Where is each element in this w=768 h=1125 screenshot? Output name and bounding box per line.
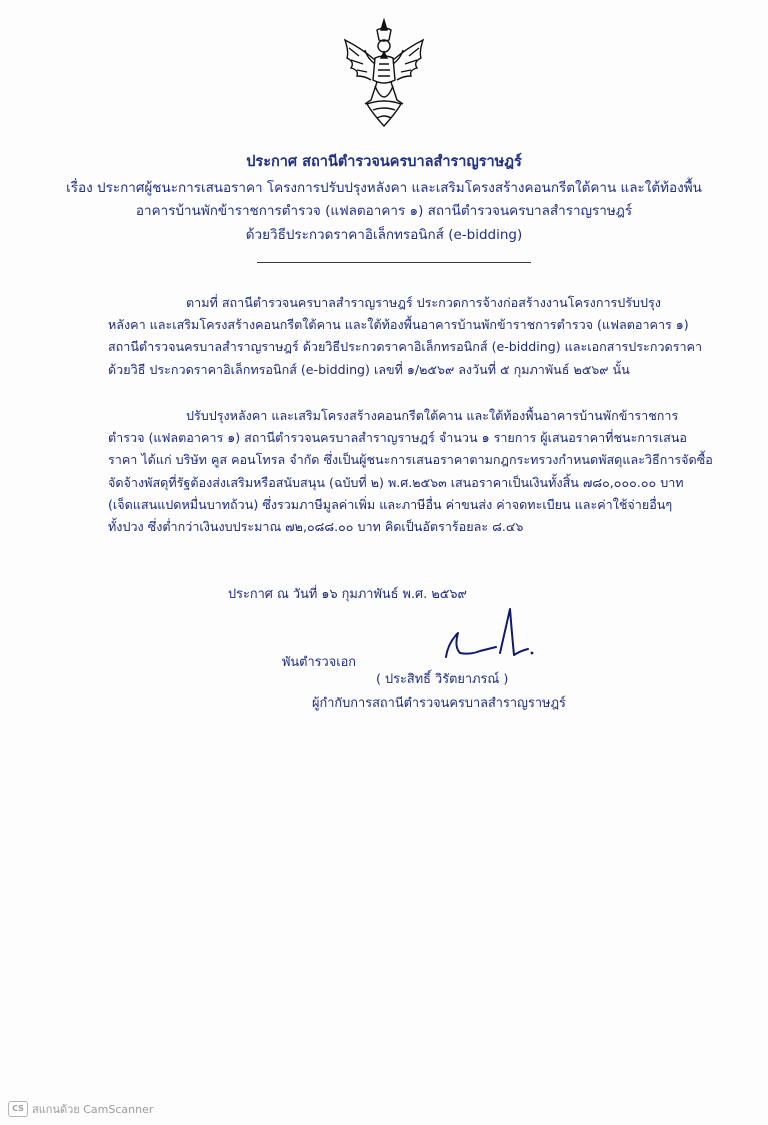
paragraph-1-line: สถานีตำรวจนครบาลสำราญราษฎร์ ด้วยวิธีประกวดราคาอิเล็กทรอนิกส์ (e-bidding) และเอกสารประกวดราคา [108,339,703,355]
camscanner-logo-icon: CS [8,1101,28,1117]
garuda-emblem-icon [337,18,431,130]
subject-line-3: ด้วยวิธีประกวดราคาอิเล็กทรอนิกส์ (e-bidding) [245,227,523,243]
paragraph-2-line: ตำรวจ (แฟลตอาคาร ๑) สถานีตำรวจนครบาลสำราญราษฎร์ จำนวน ๑ รายการ ผู้เสนอราคาที่ชนะการเสนอ [108,430,687,446]
paragraph-2 [108,405,713,538]
header-divider [257,262,531,263]
paragraph-2-line: ราคา ได้แก่ บริษัท คูส คอนโทรล จำกัด ซึ่งเป็นผู้ชนะการเสนอราคาตามกฎกระทรวงกำหนดพัสดุและวิธีการจัดซื้อ [108,452,713,468]
subject-line-2: อาคารบ้านพักข้าราชการตำรวจ (แฟลตอาคาร ๑) สถานีตำรวจนครบาลสำราญราษฎร์ [135,203,633,219]
announcement-date: ประกาศ ณ วันที่ ๑๖ กุมภาพันธ์ พ.ศ. ๒๕๖๙ [228,587,467,602]
signer-name: ( ประสิทธิ์ วิรัตยาภรณ์ ) [376,672,509,687]
paragraph-2-line: ทั้งปวง ซึ่งต่ำกว่าเงินงบประมาณ ๗๒,๐๘๘.๐๐ บาท คิดเป็นอัตราร้อยละ ๘.๔๖ [108,519,524,535]
handwritten-signature [440,605,540,667]
signer-rank: พันตำรวจเอก [282,655,357,670]
paragraph-1-line: หลังคา และเสริมโครงสร้างคอนกรีตใต้คาน และใต้ท้องพื้นอาคารบ้านพักข้าราชการตำรวจ (แฟลตอาคาร ๑) [108,317,689,333]
paragraph-2-line: (เจ็ดแสนแปดหมื่นบาทถ้วน) ซึ่งรวมภาษีมูลค่าเพิ่ม และภาษีอื่น ค่าขนส่ง ค่าจดทะเบียน และค่าใช้จ่ายอื่นๆ [108,496,673,512]
camscanner-label: สแกนด้วย CamScanner [32,1103,154,1116]
paragraph-2-line: ปรับปรุงหลังคา และเสริมโครงสร้างคอนกรีตใต้คาน และใต้ท้องพื้นอาคารบ้านพักข้าราชการ [186,408,679,423]
camscanner-watermark [8,1100,153,1118]
paragraph-1-line: ด้วยวิธี ประกวดราคาอิเล็กทรอนิกส์ (e-bidding) เลขที่ ๑/๒๕๖๙ ลงวันที่ ๕ กุมภาพันธ์ ๒๕๖๙ นั้น [108,361,630,377]
paragraph-1 [108,292,703,381]
subject-line-1: เรื่อง ประกาศผู้ชนะการเสนอราคา โครงการปรับปรุงหลังคา และเสริมโครงสร้างคอนกรีตใต้คาน และใต้ท้องพื้น [66,180,702,196]
paragraph-1-line: ตามที่ สถานีตำรวจนครบาลสำราญราษฎร์ ประกวดการจ้างก่อสร้างงานโครงการปรับปรุง [186,295,661,310]
document-title: ประกาศ สถานีตำรวจนครบาลสำราญราษฎร์ [246,154,522,170]
signer-title: ผู้กำกับการสถานีตำรวจนครบาลสำราญราษฎร์ [312,696,566,711]
paragraph-2-line: จัดจ้างพัสดุที่รัฐต้องส่งเสริมหรือสนับสนุน (ฉบับที่ ๒) พ.ศ.๒๕๖๓ เสนอราคาเป็นเงินทั้งสิ้น ๗๘๐,๐๐๐.๐๐ บาท [108,474,684,490]
